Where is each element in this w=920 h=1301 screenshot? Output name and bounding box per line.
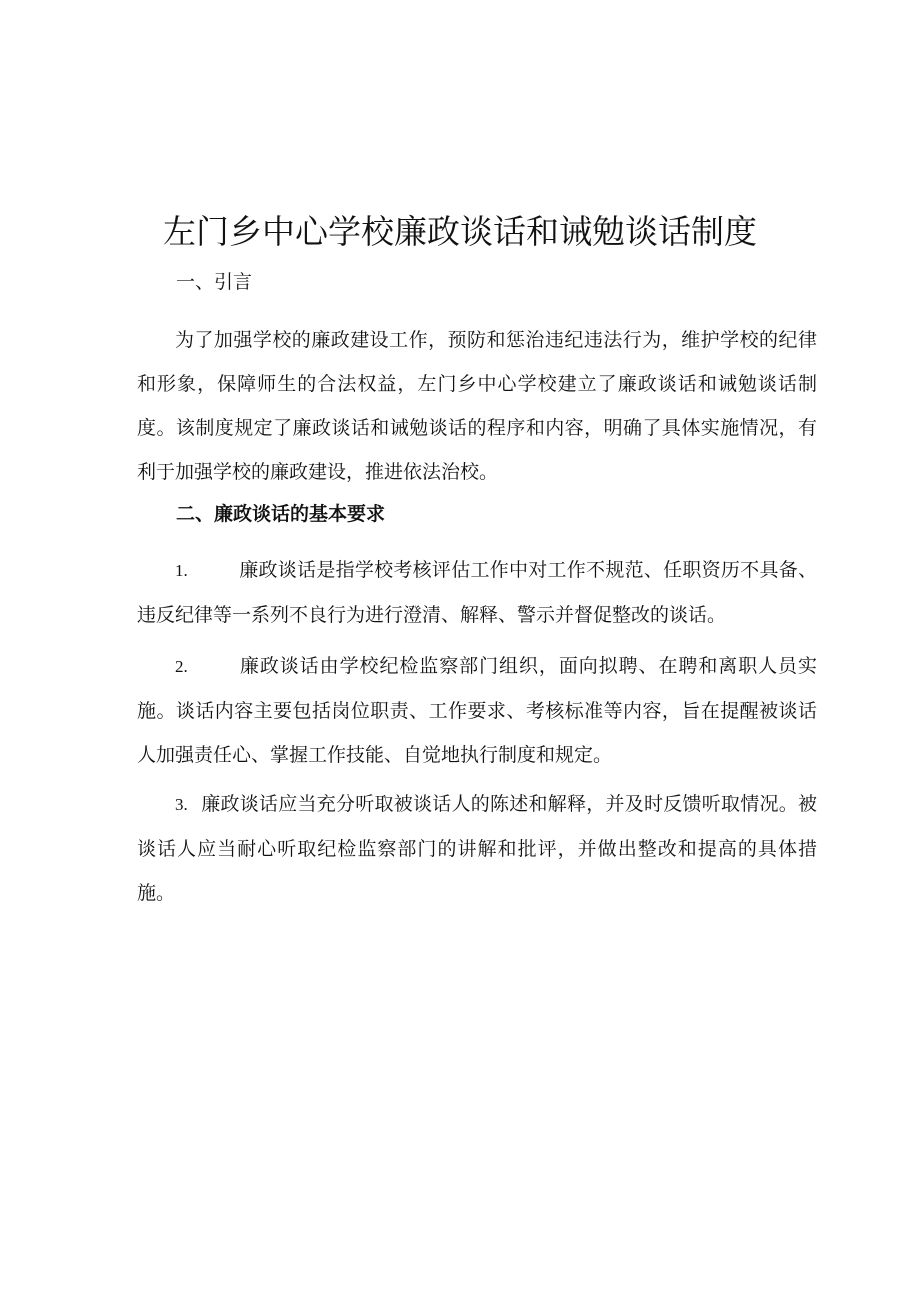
list-item-text: 廉政谈话是指学校考核评估工作中对工作不规范、任职资历不具备、违反纪律等一系列不良行为进行澄清、解释、警示并督促整改的谈话。 [137,559,817,626]
section-heading-intro: 一、引言 [176,271,253,293]
list-item [137,548,817,637]
section-heading-requirements: 二、廉政谈话的基本要求 [176,503,386,525]
intro-paragraph: 为了加强学校的廉政建设工作，预防和惩治违纪违法行为，维护学校的纪律和形象，保障师生的合法权益，左门乡中心学校建立了廉政谈话和诫勉谈话制度。该制度规定了廉政谈话和诫勉谈话的程序和内容，明确了具体实施情况，有利于加强学校的廉政建设，推进依法治校。 [137,329,817,483]
document-title: 左门乡中心学校廉政谈话和诫勉谈话制度 [163,212,757,251]
list-item-number: 3. [175,795,188,814]
list-item-number: 1. [175,561,188,580]
list-item-number: 2. [175,657,188,676]
list-item [137,644,817,777]
list-item-text: 廉政谈话由学校纪检监察部门组织，面向拟聘、在聘和离职人员实施。谈话内容主要包括岗位职责、工作要求、考核标准等内容，旨在提醒被谈话人加强责任心、掌握工作技能、自觉地执行制度和规定。 [137,655,817,766]
list-item-text: 廉政谈话应当充分听取被谈话人的陈述和解释，并及时反馈听取情况。被谈话人应当耐心听取纪检监察部门的讲解和批评，并做出整改和提高的具体措施。 [137,793,817,904]
list-item [137,782,817,915]
